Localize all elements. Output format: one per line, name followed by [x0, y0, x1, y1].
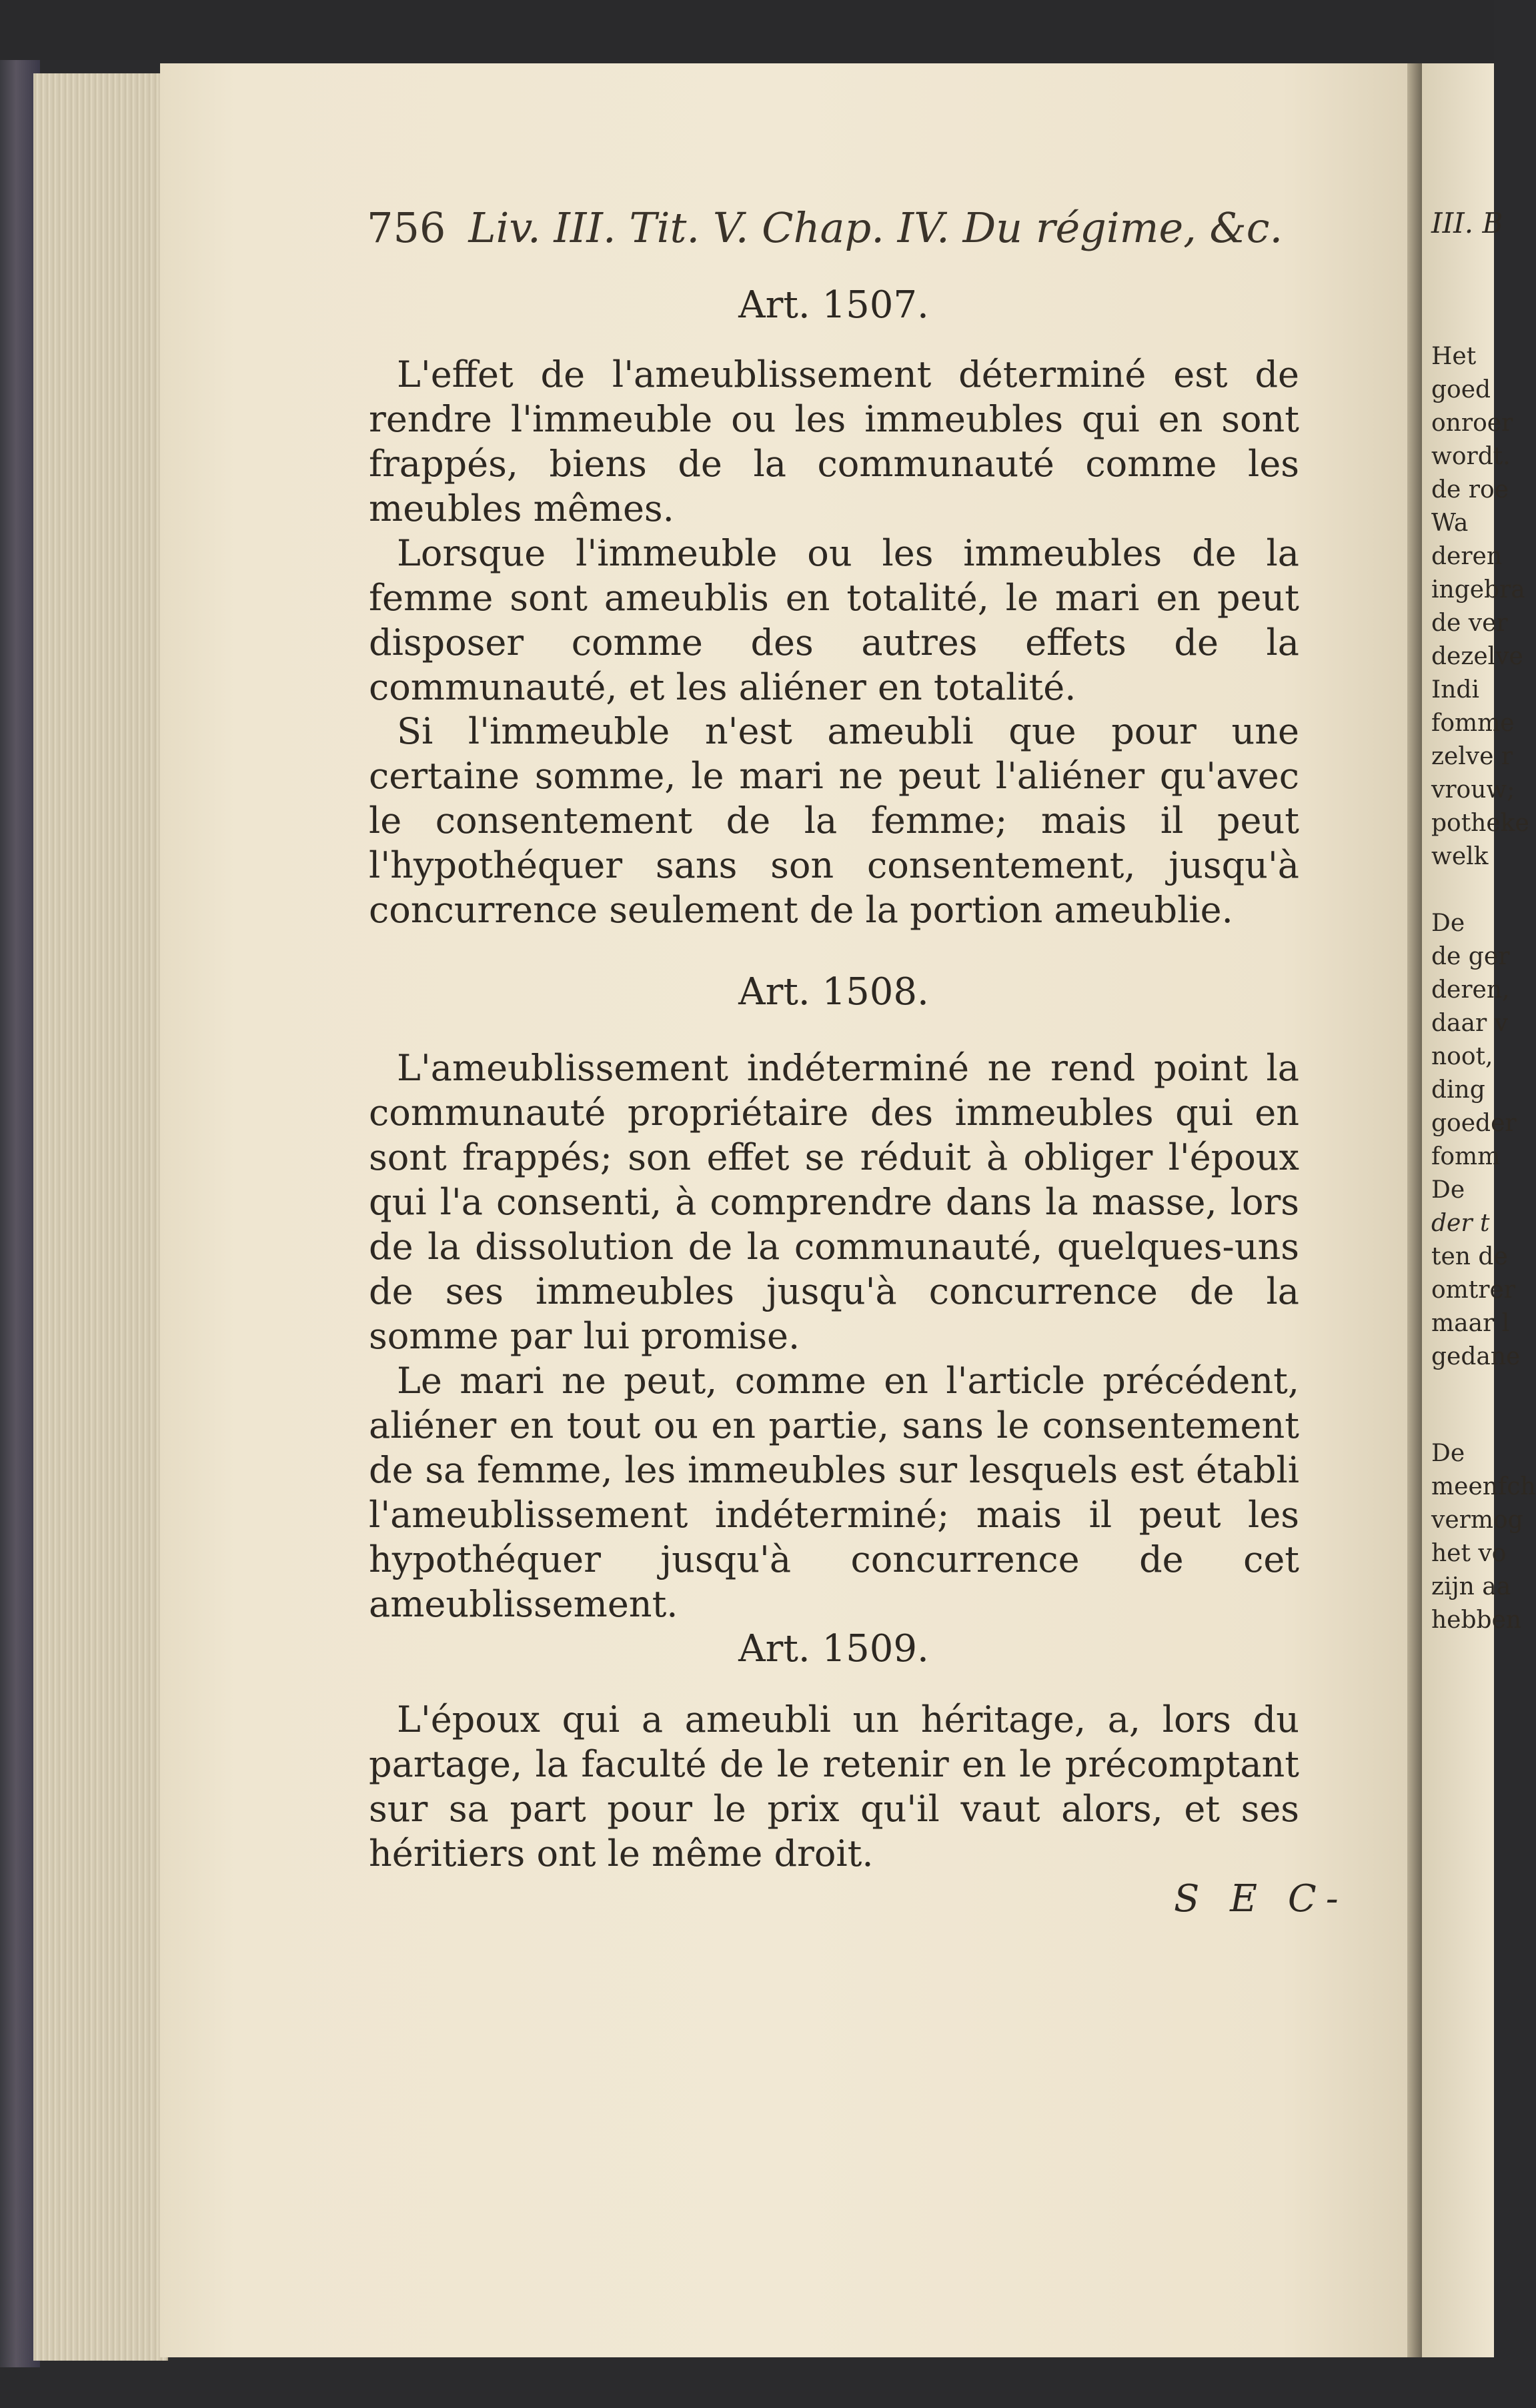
facing-page [1422, 63, 1536, 2357]
scanner-frame-top [0, 0, 1494, 60]
article-title-1507: Art. 1507. [738, 283, 929, 327]
facing-line: maar l [1431, 1310, 1510, 1337]
facing-line: De [1431, 1440, 1465, 1467]
facing-page-header: III. B [1431, 207, 1503, 239]
facing-line: gedane [1431, 1343, 1521, 1370]
facing-line: goed [1431, 376, 1491, 403]
facing-line: Het [1431, 343, 1477, 370]
facing-line: fomm [1431, 1143, 1501, 1170]
facing-line: omtrer [1431, 1276, 1515, 1304]
facing-line: De [1431, 1176, 1465, 1204]
facing-line: daar v [1431, 1010, 1508, 1037]
facing-line: Indi [1431, 676, 1479, 704]
facing-line: zijn aa [1431, 1573, 1511, 1600]
facing-line: ingebra [1431, 576, 1525, 604]
facing-line: de roe [1431, 476, 1509, 503]
article-title-1508: Art. 1508. [738, 970, 929, 1014]
facing-line: potheke [1431, 810, 1529, 837]
facing-line: deren, [1431, 976, 1510, 1004]
facing-line: het vo [1431, 1540, 1507, 1567]
facing-line: meenfch [1431, 1473, 1536, 1500]
article-1507-paragraph-3: Si l'immeuble n'est ameubli que pour une certaine somme, le mari ne peut l'aliéner qu'avec le consentement de la femme; mais il peut l'hypothéquer sans son consentement, jusqu'à concurrence seulement de la portion ameublie. [369, 710, 1299, 931]
facing-line: de ver [1431, 610, 1508, 637]
article-title-1509: Art. 1509. [738, 1627, 929, 1670]
facing-line: zelve r [1431, 743, 1513, 770]
facing-line: wordt. [1431, 443, 1511, 470]
facing-line: fomme [1431, 710, 1515, 737]
facing-line: onroer [1431, 409, 1513, 437]
facing-line: vermog [1431, 1506, 1523, 1534]
facing-line: de ger [1431, 943, 1510, 970]
facing-line: goeder [1431, 1110, 1517, 1137]
facing-line: noot, [1431, 1043, 1493, 1070]
facing-line: welk [1431, 843, 1489, 870]
facing-line: vrouw; [1431, 776, 1515, 804]
book-gutter [1407, 63, 1422, 2357]
article-1507-paragraph-2: Lorsque l'immeuble ou les immeubles de la femme sont ameublis en totalité, le mari en peut disposer comme des autres effets de la communauté, et les aliéner en totalité. [369, 532, 1299, 708]
facing-line: De [1431, 910, 1465, 937]
catchword: S E C- [1174, 1877, 1348, 1921]
article-1507-paragraph-1: L'effet de l'ameublissement déterminé est de rendre l'immeuble ou les immeubles qui en sont frappés, biens de la communauté comme les meubles mêmes. [369, 353, 1299, 529]
facing-line: der t [1431, 1210, 1490, 1237]
article-1509-paragraph-1: L'époux qui a ameubli un héritage, a, lors du partage, la faculté de le retenir en le précomptant sur sa part pour le prix qu'il vaut alors, et ses héritiers ont le même droit. [369, 1698, 1299, 1875]
running-head-text: Liv. III. Tit. V. Chap. IV. Du régime, &c. [468, 203, 1283, 252]
facing-line: ten de [1431, 1243, 1508, 1270]
facing-line: hebben [1431, 1606, 1522, 1634]
article-1508-paragraph-1: L'ameublissement indéterminé ne rend point la communauté propriétaire des immeubles qui en sont frappés; son effet se réduit à obliger l'époux qui l'a consenti, à comprendre dans la masse, lors de la dissolution de la communauté, quelques-uns de ses immeubles jusqu'à concurrence de la somme par lui promise. [369, 1047, 1299, 1357]
facing-line: dezelve [1431, 643, 1523, 670]
running-head [367, 203, 1301, 252]
page-number: 756 [367, 203, 446, 252]
facing-line: deren [1431, 543, 1503, 570]
article-1508-paragraph-2: Le mari ne peut, comme en l'article précédent, aliéner en tout ou en partie, sans le consentement de sa femme, les immeubles sur lesquels est établi l'ameublissement indéterminé; mais il peut les hypothéquer jusqu'à concurrence de cet ameublissement. [369, 1360, 1299, 1625]
facing-line: ding [1431, 1076, 1485, 1104]
facing-line: Wa [1431, 509, 1469, 537]
page-stack-edges [33, 73, 168, 2361]
